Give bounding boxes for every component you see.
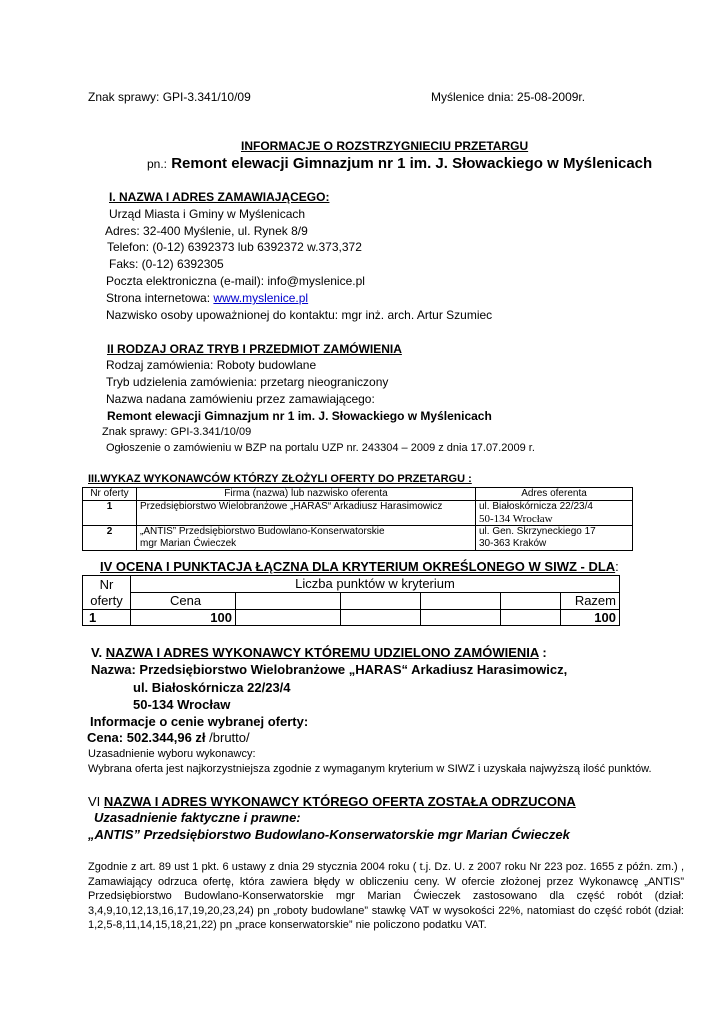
winner-address-line: ul. Białoskórnicza 22/23/4 — [133, 680, 291, 695]
section-5-heading-suffix: : — [538, 645, 547, 660]
cena-header — [131, 593, 236, 610]
rejection-subheading: Uzasadnienie faktyczne i prawne: — [94, 810, 301, 825]
nr-header — [83, 576, 131, 610]
offer-name-line: mgr Marian Ćwieczek — [140, 538, 237, 549]
section-6-heading — [88, 794, 576, 810]
column-header: Firma (nazwa) lub nazwisko oferenta — [137, 488, 476, 501]
offer-number: 2 — [83, 526, 137, 551]
nr-header-line: Nr — [99, 577, 114, 592]
table-row — [83, 610, 620, 626]
section-4-heading-text: IV OCENA I PUNKTACJA ŁĄCZNA DLA KRYTERIUM OKREŚLONEGO W SIWZ - DLA — [100, 559, 616, 574]
justification-label: Uzasadnienie wyboru wykonawcy: — [88, 748, 256, 760]
table-row — [83, 576, 620, 593]
section-2-line: Nazwa nadana zamówieniu przez zamawiającego: — [106, 392, 375, 406]
offer-name-line: Przedsiębiorstwo Wielobranżowe „HARAS“ Arkadiusz Harasimowicz — [140, 501, 443, 512]
section-5-heading — [91, 645, 547, 661]
table-row — [83, 593, 620, 610]
price-suffix: /brutto/ — [205, 730, 250, 745]
website-label: Strona internetowa: — [106, 291, 214, 305]
table-row — [83, 501, 633, 526]
offer-name-line: „ANTIS” Przedsiębiorstwo Budowlano-Konserwatorskie — [140, 526, 385, 537]
section-2-heading: II RODZAJ ORAZ TRYB I PRZEDMIOT ZAMÓWIENIA — [107, 342, 402, 356]
order-name: Remont elewacji Gimnazjum nr 1 im. J. Słowackiego w Myślenicach — [107, 409, 492, 423]
criteria-group-header: Liczba punktów w kryterium — [131, 576, 620, 593]
website-link[interactable]: www.myslenice.pl — [213, 291, 309, 305]
bzp-notice: Ogłoszenie o zamówieniu w BZP na portalu UZP nr. 243304 – 2009 z dnia 17.07.2009 r. — [106, 442, 535, 454]
winner-name-label: Nazwa — [91, 662, 132, 677]
website-line — [106, 291, 308, 306]
section-1-heading: I. NAZWA I ADRES ZAMAWIAJĄCEGO: — [109, 190, 330, 204]
column-header: Adres oferenta — [476, 488, 633, 501]
section-1-line: Urząd Miasta i Gminy w Myślenicach — [109, 207, 306, 221]
offers-table — [82, 487, 633, 551]
section-4-heading — [100, 559, 619, 575]
column-header: Nr oferty — [83, 488, 137, 501]
section-1-line: Adres: 32-400 Myślenie, ul. Rynek 8/9 — [105, 224, 308, 238]
offer-address-line: ul. Białoskórnicza 22/23/4 — [479, 501, 593, 512]
document-title: INFORMACJE O ROZSTRZYGNIECIU PRZETARGU — [241, 139, 529, 153]
empty-cell — [341, 610, 421, 626]
subject-prefix: pn.: — [147, 157, 168, 171]
empty-cell — [421, 610, 501, 626]
case-number: Znak sprawy: GPI-3.341/10/09 — [88, 90, 251, 104]
offer-address — [476, 526, 633, 551]
offer-address — [476, 501, 633, 526]
section-1-line: Faks: (0-12) 6392305 — [109, 257, 224, 271]
price-line — [87, 730, 250, 746]
section-6-number: VI — [88, 794, 104, 809]
place-date: Myślenice dnia: 25-08-2009r. — [431, 90, 586, 104]
rejected-company: „ANTIS” Przedsiębiorstwo Budowlano-Konserwatorskie mgr Marian Ćwieczek — [88, 827, 570, 842]
document-subject — [147, 154, 652, 174]
score-cena: 100 — [131, 610, 236, 626]
cena-header-label: Cena — [170, 593, 202, 608]
section-1-line: Telefon: (0-12) 6392373 lub 6392372 w.373,372 — [107, 240, 362, 254]
scoring-table — [82, 575, 620, 626]
offer-address-line: 30-363 Kraków — [479, 538, 547, 549]
section-4-heading-colon: : — [615, 559, 619, 574]
empty-cell — [421, 593, 501, 610]
offer-name — [137, 526, 476, 551]
offer-address-line: 50-134 Wrocław — [479, 513, 553, 525]
empty-cell — [236, 593, 341, 610]
offer-address-line: ul. Gen. Skrzyneckiego 17 — [479, 526, 596, 537]
winner-name — [91, 662, 567, 678]
subject-name: Remont elewacji Gimnazjum nr 1 im. J. Słowackiego w Myślenicach — [171, 155, 653, 172]
score-razem: 100 — [561, 610, 620, 626]
offer-number: 1 — [83, 501, 137, 526]
rejection-paragraph: Zgodnie z art. 89 ust 1 pkt. 6 ustawy z dnia 29 stycznia 2004 roku ( t.j. Dz. U. z 2007 roku Nr 223 poz. 1655 z późn. zm.) , Zamawiający odrzuca ofertę, która zawiera błędy w obliczeniu ceny. W ofercie złożonej przez Wykonawcę „ANTIS” Przedsiębiorstwo Budowlano-Konserwatorskie mgr Marian Ćwieczek zastosowano dla część robót (dział: 3,4,9,10,12,13,16,17,19,20,23,24) pn „roboty budowlane” stawkę VAT w wysokości 22%, natomiast do część robót (dział: 1,2,5-8,11,14,15,18,21,22) pn „prace konserwatorskie” nie policzono podatku VAT. — [88, 861, 684, 931]
justification-text: Wybrana oferta jest najkorzystniejsza zgodnie z wymaganym kryterium w SIWZ i uzyskała najwyższą ilość punktów. — [88, 763, 652, 775]
section-5-number: V. — [91, 645, 106, 660]
nr-header-line: oferty — [90, 593, 123, 608]
table-header-row — [83, 488, 633, 501]
section-1-line: Poczta elektroniczna (e-mail): info@myslenice.pl — [106, 274, 365, 288]
winner-address-line: 50-134 Wrocław — [133, 697, 231, 712]
empty-cell — [236, 610, 341, 626]
section-2-case-number: Znak sprawy: GPI-3.341/10/09 — [102, 426, 252, 438]
empty-cell — [501, 593, 561, 610]
empty-cell — [341, 593, 421, 610]
winner-name-value: : Przedsiębiorstwo Wielobranżowe „HARAS“ Arkadiusz Harasimowicz, — [131, 662, 568, 677]
razem-header: Razem — [561, 593, 620, 610]
section-6-heading-text: NAZWA I ADRES WYKONAWCY KTÓREGO OFERTA ZOSTAŁA ODRZUCONA — [103, 794, 576, 809]
section-5-heading-text: NAZWA I ADRES WYKONAWCY KTÓREMU UDZIELONO ZAMÓWIENIA — [105, 645, 539, 660]
score-offer-number: 1 — [83, 610, 131, 626]
contact-person: Nazwisko osoby upoważnionej do kontaktu: mgr inż. arch. Artur Szumiec — [106, 308, 493, 322]
section-2-line: Tryb udzielenia zamówienia: przetarg nieograniczony — [106, 375, 389, 389]
price-info-heading: Informacje o cenie wybranej oferty: — [90, 714, 309, 729]
price-value: Cena: 502.344,96 zł — [87, 730, 206, 745]
offer-name — [137, 501, 476, 526]
section-3-heading: III.WYKAZ WYKONAWCÓW KTÓRZY ZŁOŻYLI OFERTY DO PRZETARGU : — [88, 473, 472, 485]
empty-cell — [501, 610, 561, 626]
section-2-line: Rodzaj zamówienia: Roboty budowlane — [106, 358, 317, 372]
table-row — [83, 526, 633, 551]
